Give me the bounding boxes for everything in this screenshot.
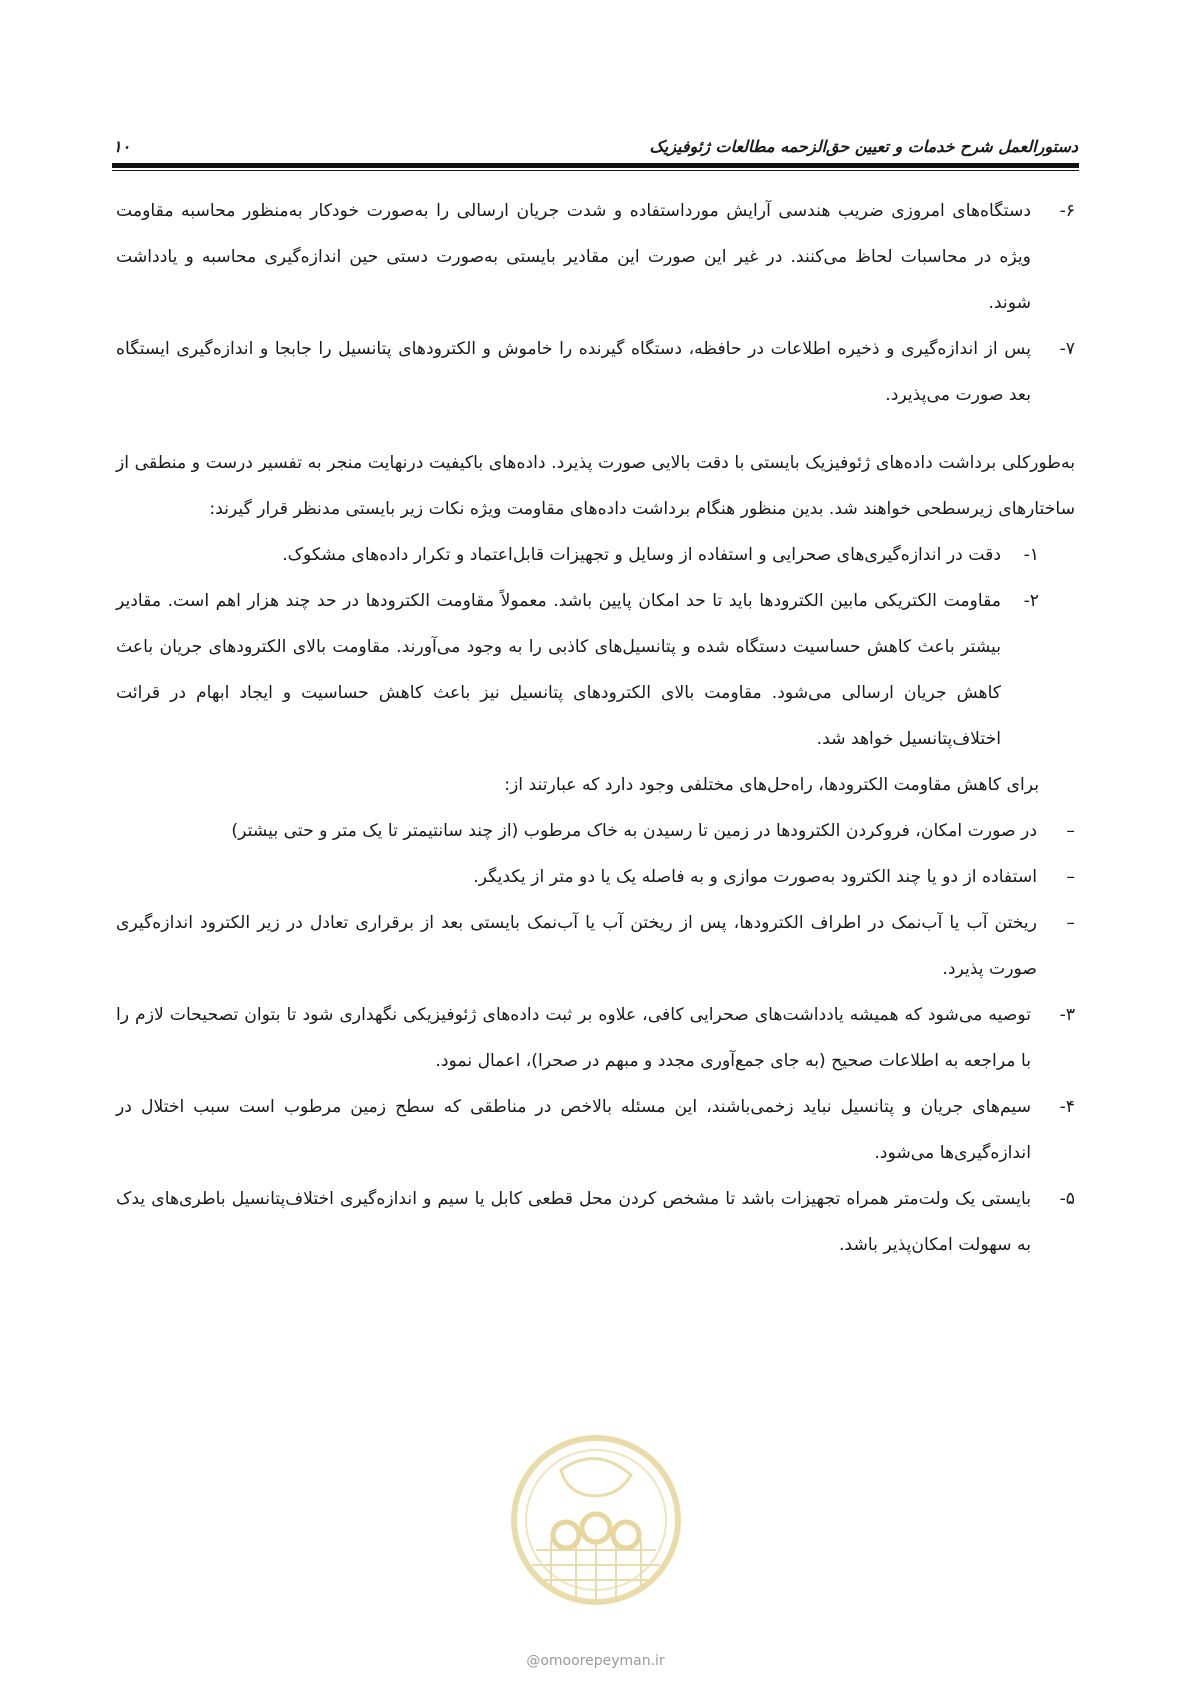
watermark-url: @omoorepeyman.ir [526, 1653, 665, 1669]
solution-text: ریختن آب یا آب‌نمک در اطراف الکترودها، پس از ریختن آب یا آب‌نمک بایستی بعد از برقراری تعادل در زیر الکترود اندازه‌گیری صورت پذیرد. [116, 913, 1037, 979]
item-text: توصیه می‌شود که همیشه یادداشت‌های صحرایی کافی، علاوه بر ثبت داده‌های ژئوفیزیکی نگهداری شود تا بتوان تصحیحات لازم را با مراجعه به اطلاعات صحیح (به جای جمع‌آوری مجدد و مبهم در صحرا)، اعمال نمود. [116, 1005, 1031, 1071]
list-item [116, 532, 1039, 578]
solutions-intro: برای کاهش مقاومت الکترودها، راه‌حل‌های مختلفی وجود دارد که عبارتند از: [504, 775, 1039, 795]
body-paragraph: به‌طورکلی برداشت داده‌های ژئوفیزیک بایستی با دقت بالایی صورت پذیرد. داده‌های باکیفیت درنهایت منجر به تفسیر درست و منطقی از ساختارهای زیرسطحی خواهند شد. بدین منظور هنگام برداشت داده‌های مقاومت ویژه نکات زیر بایستی مدنظر قرار گیرند: [116, 453, 1075, 519]
item-text: بایستی یک ولت‌متر همراه تجهیزات باشد تا مشخص کردن محل قطعی کابل یا سیم و اندازه‌گیری اختلاف‌پتانسیل باطری‌های یدک به سهولت امکان‌پذیر باشد. [116, 1189, 1031, 1255]
header-rule-thin [112, 170, 1079, 171]
dash-bullet: – [1066, 867, 1075, 887]
item-text: پس از اندازه‌گیری و ذخیره اطلاعات در حافظه، دستگاه گیرنده را خاموش و الکترودهای پتانسیل را جابجا و اندازه‌گیری ایستگاه بعد صورت می‌پذیرد. [116, 339, 1031, 405]
item-number: ۱- [1023, 545, 1039, 565]
header-rule-thick [112, 163, 1079, 168]
item-text: دستگاه‌های امروزی ضریب هندسی آرایش مورداستفاده و شدت جریان ارسالی را به‌صورت خودکار به‌منظور محاسبه مقاومت ویژه در محاسبات لحاظ می‌کنند. در غیر این صورت این مقادیر بایستی به‌صورت دستی حین اندازه‌گیری محاسبه و یادداشت شوند. [116, 201, 1031, 313]
list-item [116, 578, 1039, 762]
list-item [116, 992, 1075, 1084]
running-header [113, 126, 1078, 156]
list-item [116, 1176, 1075, 1268]
header-title: دستورالعمل شرح خدمات و تعیین حق‌الزحمه مطالعات ژئوفیزیک [649, 137, 1078, 156]
solution-text: در صورت امکان، فروکردن الکترودها در زمین تا رسیدن به خاک مرطوب (از چند سانتیمتر تا یک متر و حتی بیشتر) [231, 821, 1037, 841]
dash-bullet: – [1066, 913, 1075, 933]
solution-item [116, 900, 1075, 992]
item-number: ۷- [1059, 339, 1075, 359]
solution-text: استفاده از دو یا چند الکترود به‌صورت موازی و به فاصله یک یا دو متر از یکدیگر. [473, 867, 1037, 887]
item-text: مقاومت الکتریکی مابین الکترودها باید تا حد امکان پایین باشد. معمولاً مقاومت الکترودها در حد چند هزار اهم است. مقادیر بیشتر باعث کاهش حساسیت دستگاه شده و پتانسیل‌های کاذبی را به وجود می‌آورند. مقاومت بالای الکترودهای جریان باعث کاهش جریان ارسالی می‌شود. مقاومت بالای الکترودهای پتانسیل نیز باعث کاهش حساسیت و ایجاد ابهام در قرائت اختلاف‌پتانسیل خواهد شد. [116, 591, 1001, 749]
item-number: ۶- [1059, 201, 1075, 221]
item-number: ۴- [1059, 1097, 1075, 1117]
list-item [116, 326, 1075, 418]
item-number: ۳- [1059, 1005, 1075, 1025]
dash-bullet: – [1066, 821, 1075, 841]
list-item [116, 188, 1075, 326]
page-number: ۱۰ [113, 137, 131, 156]
solution-item [116, 808, 1075, 854]
item-number: ۵- [1059, 1189, 1075, 1209]
watermark-logo-icon [506, 1430, 686, 1625]
list-item [116, 1084, 1075, 1176]
item-text: دقت در اندازه‌گیری‌های صحرایی و استفاده از وسایل و تجهیزات قابل‌اعتماد و تکرار داده‌های مشکوک. [282, 545, 1001, 565]
item-text: سیم‌های جریان و پتانسیل نباید زخمی‌باشند، این مسئله بالاخص در مناطقی که سطح زمین مرطوب است سبب اختلال در اندازه‌گیری‌ها می‌شود. [116, 1097, 1031, 1163]
solution-item [116, 854, 1075, 900]
item-number: ۲- [1023, 591, 1039, 611]
body-content [116, 188, 1075, 1268]
